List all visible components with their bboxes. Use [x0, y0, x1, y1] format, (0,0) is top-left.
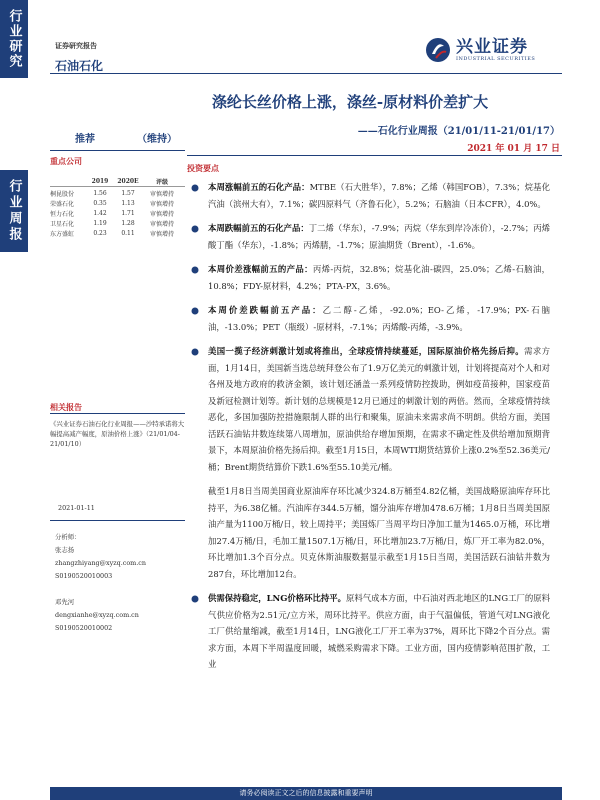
analyst-id: S0190520010002: [55, 624, 113, 632]
table-row: [50, 218, 185, 228]
analyst-id: S0190520010003: [55, 572, 113, 580]
table-cell: 审慎增持: [149, 220, 174, 228]
analyst-email: dengxianhe@xyzq.com.cn: [55, 611, 139, 619]
body-paragraph: 截至1月8日当周美国商业原油库存环比减少324.8万桶至4.82亿桶，美国战略原油库存环比持平，为6.38亿桶。汽油库存344.5万桶，馏分油库存增加478.6万桶；1月8日当周美国原油产量为1100万桶/日，较上周持平；美国炼厂当周平均日净加工量为1465.0万桶，环比增加27.4万桶/日，毛加工量1507.1万桶/日，环比增加23.7万桶/日，炼厂开工率为82.0%，环比增加1.3个百分点。贝克休斯油服数据显示截至1月15日当周，美国活跃石油钻井数为287台，环比增加12台。: [208, 486, 550, 579]
table-cell: 1.13: [121, 199, 135, 207]
bullet-icon: [190, 306, 200, 316]
bullet-paragraph: [208, 343, 550, 475]
rating-row: [50, 130, 185, 151]
bullet-icon: [190, 265, 200, 275]
company-logo: [424, 36, 535, 64]
report-subtitle: ——石化行业周报（21/01/11-21/01/17）: [357, 126, 560, 137]
table-row: [50, 208, 185, 218]
side-band-weekly: 行业周报: [0, 170, 28, 252]
related-report-date: 2021-01-11: [58, 504, 95, 512]
bullet-text: MTBE（石大胜华），7.8%；乙烯（韩国FOB），7.3%；烷基化汽油（滨州大有），7.1%；碳四原料气（齐鲁石化），5.2%；石脑油（日本CFR），4.0%。: [208, 182, 550, 209]
bullet-text: 原料气成本方面，中石油对西北地区的LNG工厂的原料气供应价格为2.51元/立方米，周环比持平。供应方面，由于气温偏低，管道气对LNG液化工厂供给量缩减，截至1月14日，LNG液化工厂开工率为37%，周环比下降2个百分点。需求方面，本周下半周温度回暖，城燃采购需求下降。工业方面，国内疫情影响范围扩散，工业: [208, 593, 550, 669]
logo-name-cn: 兴业证券: [456, 37, 528, 57]
key-companies-table: [50, 176, 185, 238]
table-cell: 卫星石化: [50, 220, 75, 228]
table-cell: 审慎增持: [149, 230, 174, 238]
table-cell: 1.71: [121, 209, 135, 217]
industry-label: 石油石化: [55, 59, 104, 73]
bullet-lead: 供需保持稳定，LNG价格环比持平。: [208, 593, 347, 603]
table-cell: 1.57: [121, 189, 135, 197]
bullet-text: 丁二烯（华东），-7.9%；丙烷（华东到岸冷冻价），-2.7%；丙烯酸丁酯（华东），-1.8%；丙烯腈，-1.7%；原油期货（Brent），-1.6%。: [208, 223, 550, 250]
bullet-paragraph: [208, 261, 550, 294]
key-companies-title: 重点公司: [50, 156, 82, 166]
report-title: 涤纶长丝价格上涨，涤丝-原材料价差扩大: [211, 93, 489, 111]
bullet-text: 丙烯-丙烷，32.8%；烷基化油-碳四，25.0%；乙烯-石脑油，10.8%；FDY-原材料，4.2%；PTA-PX，3.6%。: [208, 264, 550, 291]
table-cell: 1.28: [121, 219, 135, 227]
table-cell: 审慎增持: [149, 200, 174, 208]
content-divider: [187, 155, 562, 156]
rating-label: 推荐: [75, 134, 95, 145]
table-cell: 东方盛虹: [50, 230, 75, 238]
bullet-icon: [190, 347, 200, 357]
bullet-icon: [190, 183, 200, 193]
table-cell: 评级: [155, 178, 168, 186]
bullet-text: 需求方面，1月14日，美国新当选总统拜登公布了1.9万亿美元的刺激计划，计划将提高对个人和对各州及地方政府的救济金额，该计划还涵盖一系列疫情防控拨助，例如疫苗接种，国家疫苗及新冠检测计划等。新计划的总规模是12月已通过的刺激计划的两倍。然而，全球疫情持续恶化，多国加强防控措施限制人群的出行和聚集，原油未来需求尚不明朗。供给方面，美国活跃石油钻井数连续第八周增加，原油供给存增加预期，在需求不确定性及供给增加预期背景下，本周原油价格先扬后抑。截至1月15日，本周WTI期货结算价上涨0.2%至52.36美元/桶；Brent期货结算价下跌1.6%至55.10美元/桶。: [208, 346, 551, 472]
table-cell: 0.11: [121, 229, 135, 237]
bullet-lead: 本周跌幅前五的石化产品：: [208, 223, 309, 233]
analyst-divider: [50, 520, 185, 521]
table-cell: 1.56: [93, 189, 107, 197]
table-cell: 0.35: [93, 199, 107, 207]
bullet-paragraph: [208, 179, 550, 212]
bullet-paragraph: [208, 220, 550, 253]
bullet-paragraph: [208, 302, 550, 335]
table-cell: 1.42: [93, 209, 107, 217]
bullet-paragraph: [208, 590, 550, 673]
related-report-text: 《兴业证券石油石化行业周报——沙特承诺将大幅提高减产幅度，原油价格上涨》（21/01/04-21/01/10）: [50, 420, 185, 448]
table-row: [50, 228, 185, 238]
analyst-name: 邓先河: [55, 598, 75, 606]
related-divider: [50, 413, 185, 414]
doc-type-label: 证券研究报告: [55, 41, 97, 50]
table-cell: 0.23: [93, 229, 107, 237]
bullet-icon: [190, 594, 200, 604]
logo-name-en: INDUSTRIAL SECURITIES: [456, 56, 536, 62]
bullet-lead: 本周涨幅前五的石化产品：: [208, 182, 310, 192]
related-reports-title: 相关报告: [50, 402, 82, 412]
logo-mark-icon: [424, 36, 452, 64]
table-cell: 1.19: [93, 219, 107, 227]
analyst-role: 分析师：: [55, 533, 81, 541]
table-row: [50, 198, 185, 208]
table-row: [50, 188, 185, 198]
table-cell: 审慎增持: [149, 190, 174, 198]
bullet-text: 乙二醇-乙烯，-92.0%；EO-乙烯，-17.9%；PX-石脑油，-13.0%；PET（瓶级）-原材料，-7.1%；丙烯酸-丙烯，-3.9%。: [208, 305, 550, 332]
table-cell: 桐昆股份: [50, 190, 75, 198]
header-divider: [50, 73, 562, 74]
bullet-lead: 本周价差涨幅前五的产品：: [208, 264, 313, 274]
bullet-lead: 本周价差跌幅前五产品：: [208, 305, 323, 315]
bullet-lead: 美国一揽子经济刺激计划或将推出，全球疫情持续蔓延，国际原油价格先扬后抑。: [208, 346, 525, 356]
analyst-name: 张志扬: [55, 546, 75, 554]
table-cell: 荣盛石化: [50, 200, 75, 208]
section-title: 投资要点: [187, 163, 219, 173]
report-date: 2021 年 01 月 17 日: [467, 144, 560, 154]
footer-disclaimer: 请务必阅读正文之后的信息披露和重要声明: [50, 787, 562, 800]
table-cell: 恒力石化: [50, 210, 75, 218]
table-cell: 2020E: [117, 177, 139, 185]
side-band-research: 行业研究: [0, 0, 28, 78]
bullet-icon: [190, 224, 200, 234]
table-header-row: [50, 176, 185, 187]
table-cell: 审慎增持: [149, 210, 174, 218]
table-cell: 2019: [91, 177, 109, 185]
analyst-email: zhangzhiyang@xyzq.com.cn: [55, 559, 146, 567]
rating-note: （维持）: [137, 134, 177, 145]
